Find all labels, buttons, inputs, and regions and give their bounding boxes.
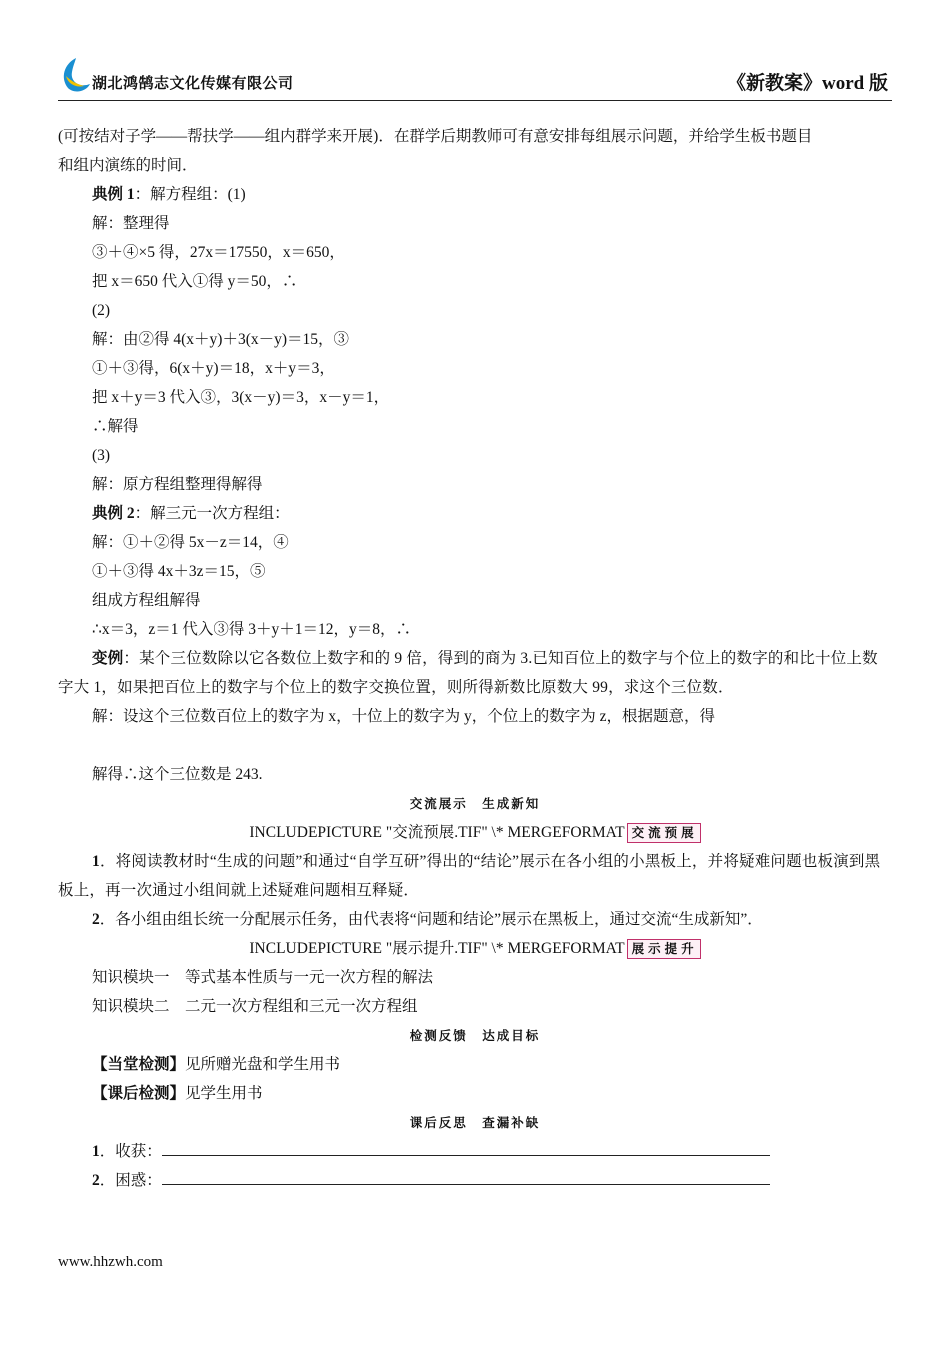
item-text: ．各小组由组长统一分配展示任务，由代表将“问题和结论”展示在黑板上，通过交流“生成新知”．	[99, 911, 763, 928]
company-name: 湖北鸿鹄志文化传媒有限公司	[92, 74, 294, 92]
solution-line: 把 x＋y＝3 代入③，3(x－y)＝3，x－y＝1，	[92, 389, 390, 406]
edition-label: 《新教案》word 版	[727, 73, 888, 94]
variant-text: ：某个三位数除以它各数位上数字和的 9 倍，得到的商为 3.已知百位上的数字与个位上的数字的和比十位上数字大 1，如果把百位上的数字与个位上的数字交换位置，则所得新数比原数大 99，求这个三位数．	[58, 650, 878, 696]
include-picture-field	[58, 818, 892, 847]
section-heading-feedback: 检测反馈 达成目标	[409, 1028, 541, 1043]
solution-line: ①＋③得 4x＋3z＝15，⑤	[92, 563, 266, 580]
item-number: 2	[92, 911, 100, 928]
document-body	[58, 122, 892, 1195]
example-1-text: ：解方程组：(1)	[134, 186, 246, 203]
showcase-badge-icon: 展示提升	[627, 939, 701, 959]
knowledge-module-2: 知识模块二 二元一次方程组和三元一次方程组	[92, 998, 418, 1015]
check-label: 【课后检测】	[92, 1085, 186, 1102]
list-item	[58, 847, 892, 905]
after-class-check	[58, 1079, 892, 1108]
page-header	[58, 54, 892, 101]
item-number: 1	[92, 853, 100, 870]
example-1-heading	[58, 180, 892, 209]
fill-in-blank[interactable]	[162, 1141, 770, 1156]
in-class-check	[58, 1050, 892, 1079]
list-item	[58, 905, 892, 934]
reflection-doubts	[58, 1166, 892, 1195]
example-2-heading	[58, 499, 892, 528]
solution-line: (2)	[92, 302, 111, 319]
include-picture-text: INCLUDEPICTURE "展示提升.TIF" \* MERGEFORMAT	[249, 940, 625, 957]
item-number: 1	[92, 1143, 100, 1160]
solution-line: ①＋③得，6(x＋y)＝18，x＋y＝3，	[92, 360, 335, 377]
variant-problem	[58, 644, 892, 702]
reflection-label: ．困惑：	[99, 1172, 162, 1189]
example-2-label: 典例 2	[92, 505, 135, 522]
intro-line-2: 和组内演练的时间．	[58, 157, 198, 174]
solution-line: 把 x＝650 代入①得 y＝50，∴	[92, 273, 298, 290]
intro-line-1: (可按结对子学——帮扶学——组内群学来开展)．在群学后期教师可有意安排每组展示问题，并给学生板书题目	[58, 128, 813, 145]
solution-line: 解：①＋②得 5x－z＝14，④	[92, 534, 289, 551]
section-heading-exchange: 交流展示 生成新知	[409, 796, 541, 811]
solution-line: ③＋④×5 得，27x＝17550，x＝650，	[92, 244, 345, 261]
company-logo-icon	[58, 56, 94, 94]
example-1-label: 典例 1	[92, 186, 135, 203]
solution-line: 解：整理得	[92, 215, 170, 232]
check-text: 见学生用书	[185, 1085, 263, 1102]
solution-line: (3)	[92, 447, 111, 464]
fill-in-blank[interactable]	[162, 1170, 770, 1185]
section-heading-reflection: 课后反思 查漏补缺	[409, 1115, 541, 1130]
reflection-label: ．收获：	[99, 1143, 162, 1160]
knowledge-module-1: 知识模块一 等式基本性质与一元一次方程的解法	[92, 969, 434, 986]
item-number: 2	[92, 1172, 100, 1189]
footer-url[interactable]: www.hhzwh.com	[58, 1254, 163, 1270]
solution-line: ∴x＝3，z＝1 代入③得 3＋y＋1＝12，y＝8，∴	[92, 621, 411, 638]
include-picture-field	[58, 934, 892, 963]
solution-line: 解：由②得 4(x＋y)＋3(x－y)＝15，③	[92, 331, 350, 348]
solution-line: 组成方程组解得	[92, 592, 201, 609]
blank-spacer	[58, 731, 892, 760]
check-label: 【当堂检测】	[92, 1056, 186, 1073]
solution-line: ∴解得	[92, 418, 139, 435]
check-text: 见所赠光盘和学生用书	[185, 1056, 341, 1073]
exchange-badge-icon: 交流预展	[627, 823, 701, 843]
include-picture-text: INCLUDEPICTURE "交流预展.TIF" \* MERGEFORMAT	[249, 824, 625, 841]
example-2-text: ：解三元一次方程组：	[134, 505, 290, 522]
solution-line: 解得∴这个三位数是 243.	[92, 766, 263, 783]
variant-label: 变例	[92, 650, 124, 667]
reflection-gains	[58, 1137, 892, 1166]
solution-line: 解：设这个三位数百位上的数字为 x，十位上的数字为 y，个位上的数字为 z，根据题意，得	[92, 708, 716, 725]
item-text: ．将阅读教材时“生成的问题”和通过“自学互研”得出的“结论”展示在各小组的小黑板上，并将疑难问题也板演到黑板上，再一次通过小组间就上述疑难问题相互释疑．	[58, 853, 881, 899]
solution-line: 解：原方程组整理得解得	[92, 476, 263, 493]
